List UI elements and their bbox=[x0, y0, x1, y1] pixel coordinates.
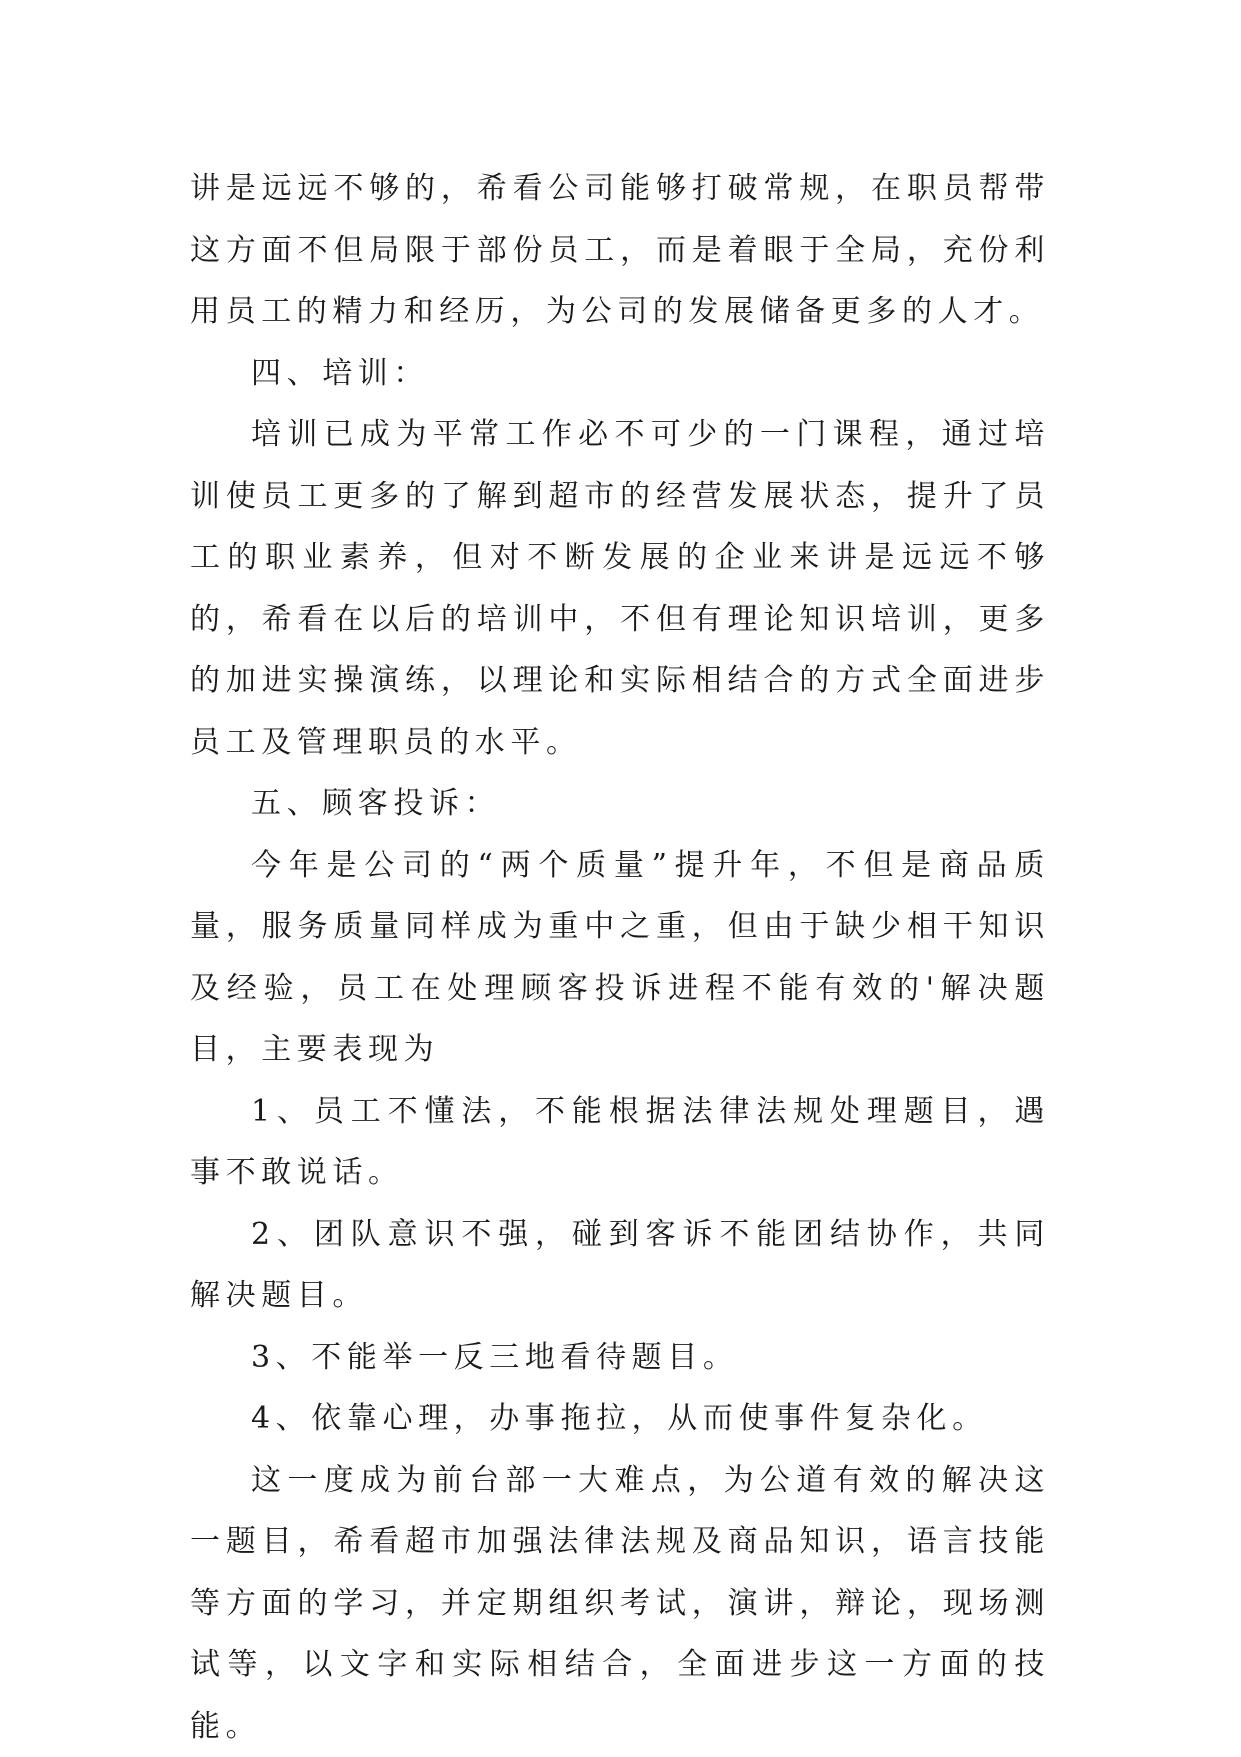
section-heading-training: 四、培训： bbox=[190, 343, 1050, 405]
list-item-4: 4、依靠心理，办事拖拉，从而使事件复杂化。 bbox=[190, 1388, 1050, 1450]
paragraph-complaints-intro: 今年是公司的“两个质量”提升年，不但是商品质量，服务质量同样成为重中之重，但由于缺少相干知识及经验，员工在处理顾客投诉进程不能有效的'解决题目，主要表现为 bbox=[190, 835, 1050, 1081]
list-item-3: 3、不能举一反三地看待题目。 bbox=[190, 1327, 1050, 1389]
list-item-2: 2、团队意识不强，碰到客诉不能团结协作，共同解决题目。 bbox=[190, 1204, 1050, 1327]
paragraph-training: 培训已成为平常工作必不可少的一门课程，通过培训使员工更多的了解到超市的经营发展状态，提升了员工的职业素养，但对不断发展的企业来讲是远远不够的，希看在以后的培训中，不但有理论知识培训，更多的加进实操演练，以理论和实际相结合的方式全面进步员工及管理职员的水平。 bbox=[190, 404, 1050, 773]
document-body bbox=[190, 158, 1050, 1757]
section-heading-complaints: 五、顾客投诉： bbox=[190, 773, 1050, 835]
paragraph-conclusion: 这一度成为前台部一大难点，为公道有效的解决这一题目，希看超市加强法律法规及商品知识，语言技能等方面的学习，并定期组织考试，演讲，辩论，现场测试等，以文字和实际相结合，全面进步这一方面的技能。 bbox=[190, 1450, 1050, 1757]
paragraph-continuation: 讲是远远不够的，希看公司能够打破常规，在职员帮带这方面不但局限于部份员工，而是着眼于全局，充份利用员工的精力和经历，为公司的发展储备更多的人才。 bbox=[190, 158, 1050, 343]
list-item-1: 1、员工不懂法，不能根据法律法规处理题目，遇事不敢说话。 bbox=[190, 1081, 1050, 1204]
